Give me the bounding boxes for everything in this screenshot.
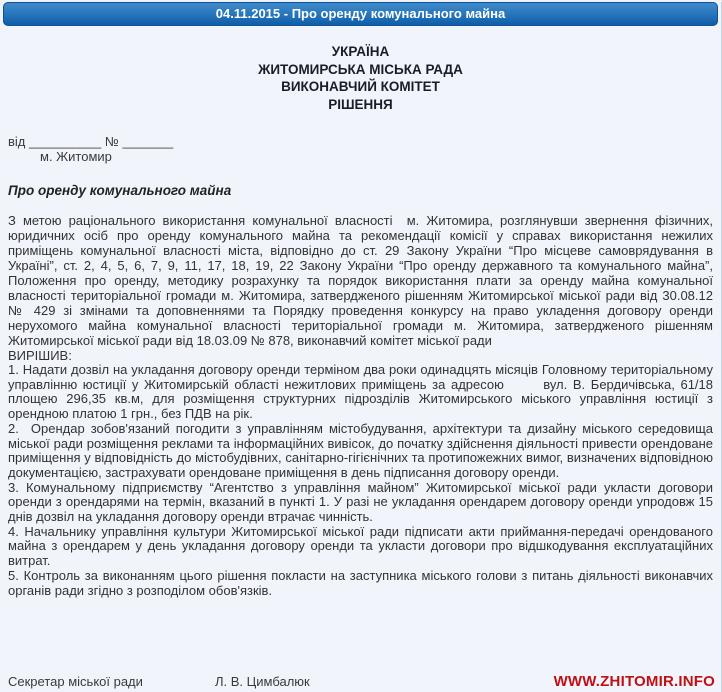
resolution-item-3: 3. Комунальному підприємству “Агентство з управління майном” Житомирської міської ради укласти договори оренди з орендарями на термін, вказаний в пункті 1. У разі не укладання орендарем договору оренди упродовж 15 днів дозвіл на укладання договору оренди втрачає чинність. — [8, 479, 713, 525]
city-line: м. Житомир — [40, 149, 112, 164]
resolution-item-4: 4. Начальнику управління культури Житомирської міської ради підписати акти приймання-передачі орендованого майна з орендарем у день укладання договору оренди та укласти договори про відшкодування експлуатаційних витрат. — [8, 523, 713, 569]
letterhead-committee: ВИКОНАВЧИЙ КОМІТЕТ — [281, 79, 440, 94]
date-number-line: від __________ № _______ — [8, 134, 174, 149]
intro-paragraph: З метою раціонального використання комунальної власності м. Житомира, розглянувши звернення фізичних, юридичних осіб про оренду комунального майна та рекомендації комісії у справах використання нежилих приміщень комунальної власності міста, відповідно до ст. 29 Закону України “Про місцеве самоврядування в Україні”, ст. 2, 4, 5, 6, 7, 9, 11, 17, 18, 19, 22 Закону України “Про оренду державного та комунального майна”, Положення про оренду, методику розрахунку та порядок використання плати за оренду майна комунальної власності територіальної громади м. Житомира, затвердженого рішенням Житомирської міської ради від 30.08.12 № 429 зі змінами та доповненнями та Порядку проведення конкурсу на право укладення договору оренди нерухомого майна комунальної власності територіальної громади м. Житомира, затвердженого рішенням Житомирської міської ради від 18.03.09 № 878, виконавчий комітет міської ради — [8, 213, 713, 348]
page — [0, 2, 722, 692]
letterhead — [8, 43, 713, 113]
document-meta — [8, 134, 713, 164]
site-watermark-link[interactable]: WWW.ZHITOMIR.INFO — [553, 673, 715, 690]
letterhead-doc-type: РІШЕННЯ — [328, 96, 393, 112]
document-subject: Про оренду комунального майна — [8, 183, 232, 198]
signature-name: Л. В. Цимбалюк — [215, 674, 310, 689]
resolution-item-2: 2. Орендар зобов'язаний погодити з управлінням містобудування, архітектури та дизайну міського середовища міської ради розміщення реклами та інформаційних вивісок, до початку здійснення діяльності привести орендоване приміщення у відповідність до містобудівних, санітарно-гігієнічних та протипожежних вимог, визначених відповідною документацією, застрахувати орендоване приміщення в день підписання договору оренди. — [8, 420, 713, 480]
signature-role: Секретар міської ради — [8, 674, 143, 689]
resolution-item-5: 5. Контроль за виконанням цього рішення покласти на заступника міського голови з питань діяльності виконавчих органів ради згідно з розподілом обов'язків. — [8, 567, 713, 598]
news-title-bar[interactable] — [3, 2, 718, 26]
signature-block — [8, 673, 715, 690]
letterhead-country: УКРАЇНА — [331, 44, 390, 59]
resolution-item-1: 1. Надати дозвіл на укладання договору оренди терміном два роки одинадцять місяців Головному територіальному управлінню юстиції у Житомирській області нежитлових приміщень за адресою вул. В. Бердичівська, 61/18 площею 296,35 кв.м, для розміщення структурних підрозділів Житомирського міського управління юстиції з орендною платою 1 грн., без ПДВ на рік. — [8, 362, 713, 422]
news-title-text: 04.11.2015 - Про оренду комунального майна — [215, 6, 506, 21]
resolved-label: ВИРІШИВ: — [8, 348, 72, 363]
letterhead-council: ЖИТОМИРСЬКА МІСЬКА РАДА — [258, 61, 463, 77]
resolution-items — [8, 363, 713, 598]
document-body — [0, 43, 721, 598]
